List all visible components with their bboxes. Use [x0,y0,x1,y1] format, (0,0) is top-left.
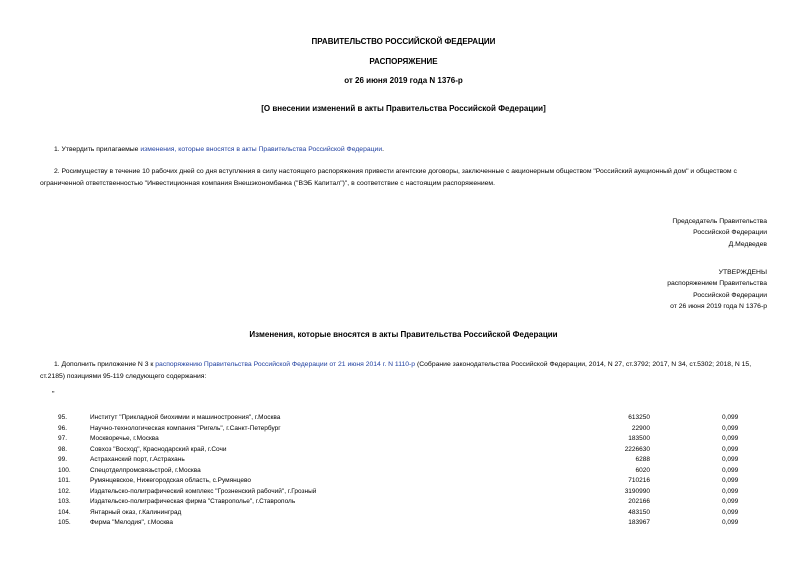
row-rate: 0,099 [722,508,739,516]
row-name: Спецотделпромсвязьстрой, г.Москва [90,466,201,474]
row-value: 183967 [628,519,650,526]
table-row [40,445,768,456]
row-name: Янтарный оказ, г.Калининград [90,508,182,516]
row-name: Издательско-полиграфическая фирма "Ставрополье", г.Ставрополь [90,498,296,505]
row-rate: 0,099 [722,445,739,453]
paragraph-3 [40,359,768,382]
row-number: 105. [58,519,71,526]
row-value: 6020 [635,466,650,474]
row-number: 103. [58,498,71,505]
signature-name: Д.Медведев [728,240,767,248]
row-rate: 0,099 [722,498,739,505]
row-value: 22900 [631,424,650,432]
row-value: 483150 [628,508,650,516]
row-number: 104. [58,508,71,516]
row-name: Институт "Прикладной биохимии и машиностроения", г.Москва [90,414,281,421]
approval-line-3: Российской Федерации [693,291,767,299]
quote-mark: " [52,391,55,398]
row-number: 95. [58,414,68,421]
table-row [40,466,768,477]
approval-title: УТВЕРЖДЕНЫ [718,269,767,276]
row-number: 102. [58,487,71,495]
table-row [40,508,768,519]
row-value: 202166 [628,498,650,505]
row-name: Москворечье, г.Москва [90,435,159,442]
row-name: Астраханский порт, г.Астрахань [90,456,185,463]
table-row [40,518,768,529]
signature-position: Председатель Правительства [672,218,767,225]
table-row [40,476,768,487]
document-subject: [О внесении изменений в акты Правительства Российской Федерации] [261,104,546,113]
row-value: 613250 [628,414,650,421]
table-row [40,455,768,466]
document-type: РАСПОРЯЖЕНИЕ [369,57,438,66]
government-heading: ПРАВИТЕЛЬСТВО РОССИЙСКОЙ ФЕДЕРАЦИИ [311,37,496,46]
row-value: 6288 [635,456,650,463]
signature-country: Российской Федерации [693,229,767,237]
positions-table [40,413,768,529]
changes-title: Изменения, которые вносятся в акты Правительства Российской Федерации [249,330,558,339]
row-number: 97. [58,435,68,442]
row-rate: 0,099 [722,424,739,432]
row-rate: 0,099 [722,487,739,495]
paragraph-1 [40,144,768,156]
paragraph-1-end: . [382,146,385,153]
row-value: 2226630 [624,445,650,453]
paragraph-3-end: (Собрание законодательства Российской Федерации, 2014, N 27, ст.3792; 2017, N 34, ст.5302; 2018, N 15, ст.2185) позициями 95-119 следующего содержания: [40,361,752,380]
row-rate: 0,099 [722,435,739,442]
row-number: 100. [58,466,71,474]
decree-link[interactable]: распоряжению Правительства Российской Федерации от 21 июня 2014 г. N 1110-р [155,361,416,368]
row-name: Научно-технологическая компания "Ригель", г.Санкт-Петербург [90,424,281,432]
row-name: Фирма "Мелодия", г.Москва [90,519,174,526]
table-row [40,487,768,498]
paragraph-2-text: 2. Росимуществу в течение 10 рабочих дней со дня вступления в силу настоящего распоряжения привести агентские договоры, заключенные с акционерным обществом "Российский аукционный дом" и обществом с ограниченной ответственностью "Инвестиционная компания Внешэкономбанка ("ВЭБ Капитал")", в соответствие с настоящим распоряжением. [40,168,737,187]
approval-block [667,267,767,312]
row-name: Издательско-полиграфический комплекс "Грозненский рабочий", г.Грозный [90,487,317,495]
paragraph-2 [40,166,768,189]
row-number: 96. [58,424,68,432]
row-value: 710216 [628,477,650,484]
signature-block [672,216,767,250]
table-row [40,424,768,435]
document-date-number: от 26 июня 2019 года N 1376-р [344,76,463,85]
table-row [40,497,768,508]
changes-link[interactable]: изменения, которые вносятся в акты Правительства Российской Федерации [140,146,383,153]
paragraph-1-text: 1. Утвердить прилагаемые [54,146,141,153]
row-rate: 0,099 [722,519,739,526]
row-name: Совхоз "Восход", Краснодарский край, г.Сочи [90,445,227,453]
approval-line-4: от 26 июня 2019 года N 1376-р [670,302,767,310]
row-number: 98. [58,445,68,453]
approval-line-2: распоряжением Правительства [667,280,767,288]
row-rate: 0,099 [722,414,739,421]
row-rate: 0,099 [722,466,739,474]
paragraph-3-text: 1. Дополнить приложение N 3 к [54,361,156,368]
row-number: 101. [58,477,71,484]
row-name: Румянцевское, Нижегородская область, с.Румянцево [90,477,252,484]
row-rate: 0,099 [722,456,739,463]
table-row [40,434,768,445]
row-value: 183500 [628,435,650,442]
row-value: 3190990 [624,487,650,495]
table-row [40,413,768,424]
row-rate: 0,099 [722,477,739,484]
row-number: 99. [58,456,68,463]
